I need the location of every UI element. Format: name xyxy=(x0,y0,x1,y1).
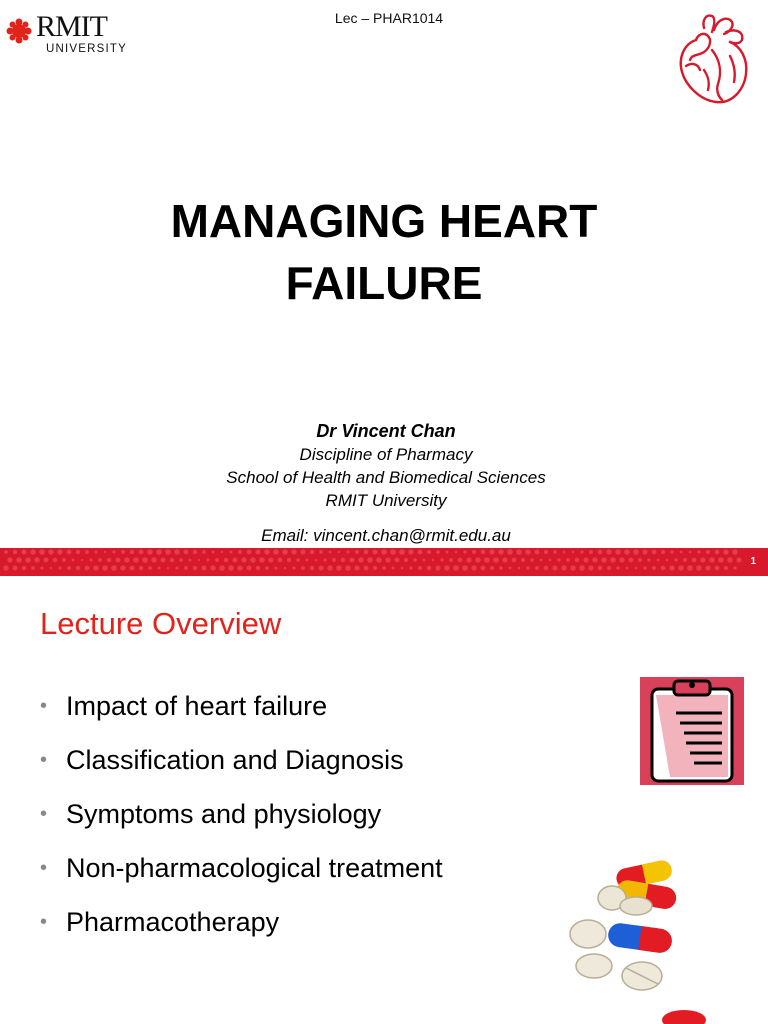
band-dot xyxy=(638,558,642,562)
band-dot xyxy=(50,567,52,569)
band-dot xyxy=(502,557,507,562)
band-dot xyxy=(610,557,616,563)
bullet-icon: • xyxy=(40,911,48,933)
band-dot xyxy=(670,550,674,554)
presenter-university: RMIT University xyxy=(325,491,447,510)
band-dot xyxy=(338,551,341,554)
band-dot xyxy=(98,558,102,562)
band-dot xyxy=(354,565,359,570)
band-dot xyxy=(247,550,252,555)
band-dot xyxy=(7,557,12,562)
band-dot xyxy=(481,566,486,571)
band-dot xyxy=(315,559,318,562)
band-dot xyxy=(404,558,408,562)
band-dot xyxy=(278,558,283,563)
band-dot xyxy=(629,558,634,563)
band-dot xyxy=(112,550,115,553)
band-dot xyxy=(589,550,593,554)
band-dot xyxy=(418,550,423,555)
band-dot xyxy=(241,557,246,562)
band-dot xyxy=(193,566,198,571)
band-dot xyxy=(310,566,315,571)
band-dot xyxy=(94,550,97,553)
band-dot xyxy=(607,566,611,570)
band-dot xyxy=(174,549,179,554)
band-dot xyxy=(167,567,169,569)
band-dot xyxy=(455,551,458,554)
band-dot xyxy=(481,550,486,555)
band-dot xyxy=(202,550,206,554)
band-dot xyxy=(436,550,440,554)
band-dot xyxy=(305,558,308,561)
bullet-icon: • xyxy=(40,803,48,825)
list-item-text: Non-pharmacological treatment xyxy=(66,853,443,883)
band-dot xyxy=(490,566,494,570)
band-dot xyxy=(282,549,288,555)
band-dot xyxy=(30,549,35,554)
page-number: 1 xyxy=(750,556,756,567)
band-dot xyxy=(535,566,539,570)
band-dot xyxy=(358,557,363,562)
band-dot xyxy=(580,550,583,553)
band-dot xyxy=(198,559,200,561)
logo-wordmark: RMIT xyxy=(36,10,107,43)
band-dot xyxy=(521,558,525,562)
band-dot xyxy=(549,559,552,562)
band-dot xyxy=(705,565,710,570)
list-item xyxy=(40,850,443,904)
band-dot xyxy=(250,557,256,563)
title-line-1: MANAGING HEART xyxy=(170,195,598,247)
band-dot xyxy=(372,549,377,554)
band-dot xyxy=(328,550,331,553)
band-dot xyxy=(102,565,108,571)
band-dot xyxy=(544,566,549,571)
band-dot xyxy=(715,550,720,555)
band-dot xyxy=(643,566,646,569)
list-item xyxy=(40,688,443,742)
band-dot xyxy=(674,558,678,562)
band-dot xyxy=(232,557,237,562)
slide-title xyxy=(0,190,768,314)
band-dot xyxy=(22,566,27,571)
band-dot xyxy=(120,565,125,570)
band-dot xyxy=(179,558,183,562)
band-dot xyxy=(373,566,377,570)
band-dot xyxy=(16,557,22,563)
band-dot xyxy=(463,550,466,553)
bullet-icon: • xyxy=(40,695,48,717)
pills-icon xyxy=(560,856,768,1024)
band-dot xyxy=(76,550,81,555)
title-line-2: FAILURE xyxy=(285,257,483,309)
band-dot xyxy=(364,550,369,555)
band-dot xyxy=(346,550,349,553)
band-dot xyxy=(540,559,543,562)
band-dot xyxy=(652,550,657,555)
band-dot xyxy=(367,557,373,563)
band-dot xyxy=(489,549,494,554)
band-dot xyxy=(588,565,593,570)
band-dot xyxy=(364,566,369,571)
band-dot xyxy=(435,565,440,570)
band-dot xyxy=(626,567,629,570)
band-dot xyxy=(355,550,359,554)
band-dot xyxy=(566,558,570,562)
band-dot xyxy=(530,558,534,562)
band-dot xyxy=(635,567,638,570)
bullet-icon: • xyxy=(40,857,48,879)
band-dot xyxy=(518,567,521,570)
presenter-school: School of Health and Biomedical Sciences xyxy=(226,468,546,487)
band-dot xyxy=(84,565,89,570)
band-dot xyxy=(535,550,540,555)
band-dot xyxy=(259,557,265,563)
band-dot xyxy=(184,550,189,555)
band-dot xyxy=(157,566,160,569)
band-dot xyxy=(12,565,17,570)
band-dot xyxy=(498,549,503,554)
band-dot xyxy=(221,551,223,553)
band-dot xyxy=(516,549,522,555)
band-dot xyxy=(229,550,232,553)
band-dot xyxy=(115,557,120,562)
list-item xyxy=(40,742,443,796)
band-dot xyxy=(274,566,277,569)
band-dot xyxy=(264,549,269,554)
band-dot xyxy=(21,549,26,554)
band-dot xyxy=(341,558,346,563)
band-dot xyxy=(413,558,417,562)
band-dot xyxy=(156,549,162,555)
band-dot xyxy=(399,549,405,555)
band-dot xyxy=(107,558,112,563)
band-dot xyxy=(39,549,45,555)
band-dot xyxy=(647,558,651,562)
band-dot xyxy=(390,549,396,555)
presenter-info xyxy=(0,420,768,547)
band-dot xyxy=(121,550,125,554)
band-dot xyxy=(161,558,166,563)
band-dot xyxy=(170,558,174,562)
band-dot xyxy=(440,558,443,561)
band-dot xyxy=(224,558,229,563)
band-dot xyxy=(525,549,530,554)
band-dot xyxy=(736,557,741,562)
band-dot xyxy=(175,566,178,569)
band-dot xyxy=(418,566,422,570)
band-dot xyxy=(184,566,188,570)
band-dot xyxy=(58,566,61,569)
band-dot xyxy=(462,565,468,571)
band-dot xyxy=(188,558,191,561)
band-dot xyxy=(475,557,480,562)
slide-footer-band xyxy=(0,548,768,576)
band-dot xyxy=(71,558,74,561)
band-dot xyxy=(247,566,252,571)
band-dot xyxy=(130,566,135,571)
logo-subtitle: UNIVERSITY xyxy=(46,43,128,55)
band-dot xyxy=(484,557,490,563)
band-dot xyxy=(512,558,517,563)
band-dot xyxy=(66,549,71,554)
presenter-name: Dr Vincent Chan xyxy=(316,421,456,441)
clipboard-icon xyxy=(640,677,744,785)
overview-slide xyxy=(0,576,768,1024)
band-dot xyxy=(25,557,31,563)
band-dot xyxy=(336,565,342,571)
band-dot xyxy=(583,557,588,562)
overview-title: Lecture Overview xyxy=(40,606,282,641)
band-dot xyxy=(376,557,382,563)
band-dot xyxy=(696,565,702,571)
band-dot xyxy=(67,566,71,570)
band-dot xyxy=(62,558,66,562)
band-dot xyxy=(201,565,206,570)
band-dot xyxy=(692,558,697,563)
heart-icon xyxy=(674,10,752,108)
presenter-discipline: Discipline of Pharmacy xyxy=(299,445,473,464)
band-dot xyxy=(148,566,152,570)
list-item-text: Pharmacotherapy xyxy=(66,907,280,937)
band-dot xyxy=(310,550,314,554)
band-dot xyxy=(689,551,692,554)
band-dot xyxy=(466,557,471,562)
band-dot xyxy=(395,558,400,563)
band-dot xyxy=(561,565,566,570)
band-dot xyxy=(572,551,575,554)
band-dot xyxy=(666,559,669,562)
band-dot xyxy=(151,557,156,562)
band-dot xyxy=(284,567,287,570)
band-dot xyxy=(624,549,630,555)
band-dot xyxy=(709,557,715,563)
band-dot xyxy=(130,550,135,555)
band-dot xyxy=(724,566,728,570)
band-dot xyxy=(48,549,54,555)
band-dot xyxy=(453,565,459,571)
band-dot xyxy=(553,550,557,554)
band-dot xyxy=(124,557,129,562)
band-dot xyxy=(219,565,225,571)
presenter-email: Email: vincent.chan@rmit.edu.au xyxy=(261,526,511,545)
band-dot xyxy=(444,565,449,570)
band-dot xyxy=(301,550,306,555)
band-dot xyxy=(499,566,503,570)
band-dot xyxy=(93,565,98,570)
band-dot xyxy=(273,549,279,555)
band-dot xyxy=(642,549,647,554)
band-dot xyxy=(3,565,8,570)
band-dot xyxy=(661,566,666,571)
band-dot xyxy=(493,557,499,563)
band-dot xyxy=(385,557,390,562)
list-item xyxy=(40,904,443,958)
course-code: Lec – PHAR1014 xyxy=(334,10,444,26)
band-dot xyxy=(732,549,738,555)
band-dot xyxy=(40,566,43,569)
band-dot xyxy=(509,567,512,570)
band-dot xyxy=(265,566,269,570)
band-dot xyxy=(392,567,395,570)
band-dot xyxy=(657,559,660,562)
band-dot xyxy=(697,550,701,554)
band-dot xyxy=(349,557,354,562)
band-dot xyxy=(327,565,332,570)
band-dot xyxy=(133,557,139,563)
band-dot xyxy=(579,565,585,571)
band-dot xyxy=(507,549,513,555)
band-dot xyxy=(301,566,305,570)
band-dot xyxy=(81,559,83,561)
band-dot xyxy=(570,565,576,571)
band-dot xyxy=(268,557,273,562)
bullet-icon: • xyxy=(40,749,48,771)
band-dot xyxy=(715,566,720,571)
band-dot xyxy=(544,550,548,554)
band-dot xyxy=(53,558,58,563)
band-dot xyxy=(552,565,557,570)
band-dot xyxy=(292,566,295,569)
band-dot xyxy=(423,559,426,562)
band-dot xyxy=(287,558,291,562)
band-dot xyxy=(318,565,323,570)
band-dot xyxy=(147,549,152,554)
band-dot xyxy=(76,566,81,571)
band-dot xyxy=(13,550,18,555)
band-dot xyxy=(598,550,603,555)
band-dot xyxy=(296,558,300,562)
band-dot xyxy=(104,551,106,553)
band-dot xyxy=(89,558,92,561)
band-dot xyxy=(575,558,580,563)
band-dot xyxy=(633,549,639,555)
band-dot xyxy=(471,565,476,570)
band-dot xyxy=(427,566,432,571)
band-dot xyxy=(563,551,566,554)
band-dot xyxy=(401,567,404,570)
band-dot xyxy=(85,550,89,554)
band-dot xyxy=(345,565,351,571)
band-dot xyxy=(727,557,733,563)
band-dot xyxy=(598,566,603,571)
band-dot xyxy=(139,566,143,570)
band-dot xyxy=(408,549,413,554)
band-dot xyxy=(652,566,656,570)
band-dot xyxy=(680,551,683,554)
band-dot xyxy=(458,558,463,563)
band-dot xyxy=(700,557,705,562)
band-dot xyxy=(206,558,209,561)
band-dot xyxy=(687,565,693,571)
band-dot xyxy=(432,559,435,562)
band-dot xyxy=(706,550,710,554)
overview-list xyxy=(40,688,443,958)
band-dot xyxy=(449,558,453,562)
band-dot xyxy=(57,549,62,554)
band-dot xyxy=(381,549,386,554)
list-item-text: Symptoms and physiology xyxy=(66,799,382,829)
band-dot xyxy=(601,557,607,563)
band-dot xyxy=(323,558,326,561)
band-dot xyxy=(615,549,620,554)
band-dot xyxy=(606,549,611,554)
band-dot xyxy=(661,550,665,554)
band-dot xyxy=(683,558,687,562)
band-dot xyxy=(238,550,242,554)
band-dot xyxy=(616,566,620,570)
band-dot xyxy=(255,549,260,554)
band-dot xyxy=(409,566,412,569)
band-dot xyxy=(142,557,148,563)
band-dot xyxy=(4,550,8,554)
band-dot xyxy=(427,550,431,554)
band-pattern xyxy=(0,548,768,576)
band-dot xyxy=(215,558,219,562)
list-item-text: Impact of heart failure xyxy=(66,691,328,721)
band-dot xyxy=(592,557,597,562)
band-dot xyxy=(526,566,529,569)
band-dot xyxy=(111,565,117,571)
list-item xyxy=(40,796,443,850)
band-dot xyxy=(228,565,234,571)
band-dot xyxy=(472,550,476,554)
band-dot xyxy=(256,566,260,570)
band-dot xyxy=(193,550,197,554)
band-dot xyxy=(557,558,560,561)
band-dot xyxy=(31,566,35,570)
band-dot xyxy=(382,566,386,570)
band-dot xyxy=(332,558,336,562)
band-dot xyxy=(669,565,674,570)
band-dot xyxy=(210,565,215,570)
band-dot xyxy=(718,557,724,563)
band-dot xyxy=(237,565,242,570)
band-dot xyxy=(211,550,214,553)
band-dot xyxy=(733,566,737,570)
band-dot xyxy=(619,557,624,562)
band-dot xyxy=(291,549,296,554)
band-dot xyxy=(723,549,728,554)
band-dot xyxy=(319,550,323,554)
band-dot xyxy=(165,549,171,555)
band-dot xyxy=(138,549,143,554)
list-item-text: Classification and Diagnosis xyxy=(66,745,404,775)
band-dot xyxy=(34,557,39,562)
band-dot xyxy=(678,565,684,571)
band-dot xyxy=(43,557,48,562)
band-dot xyxy=(446,551,449,554)
